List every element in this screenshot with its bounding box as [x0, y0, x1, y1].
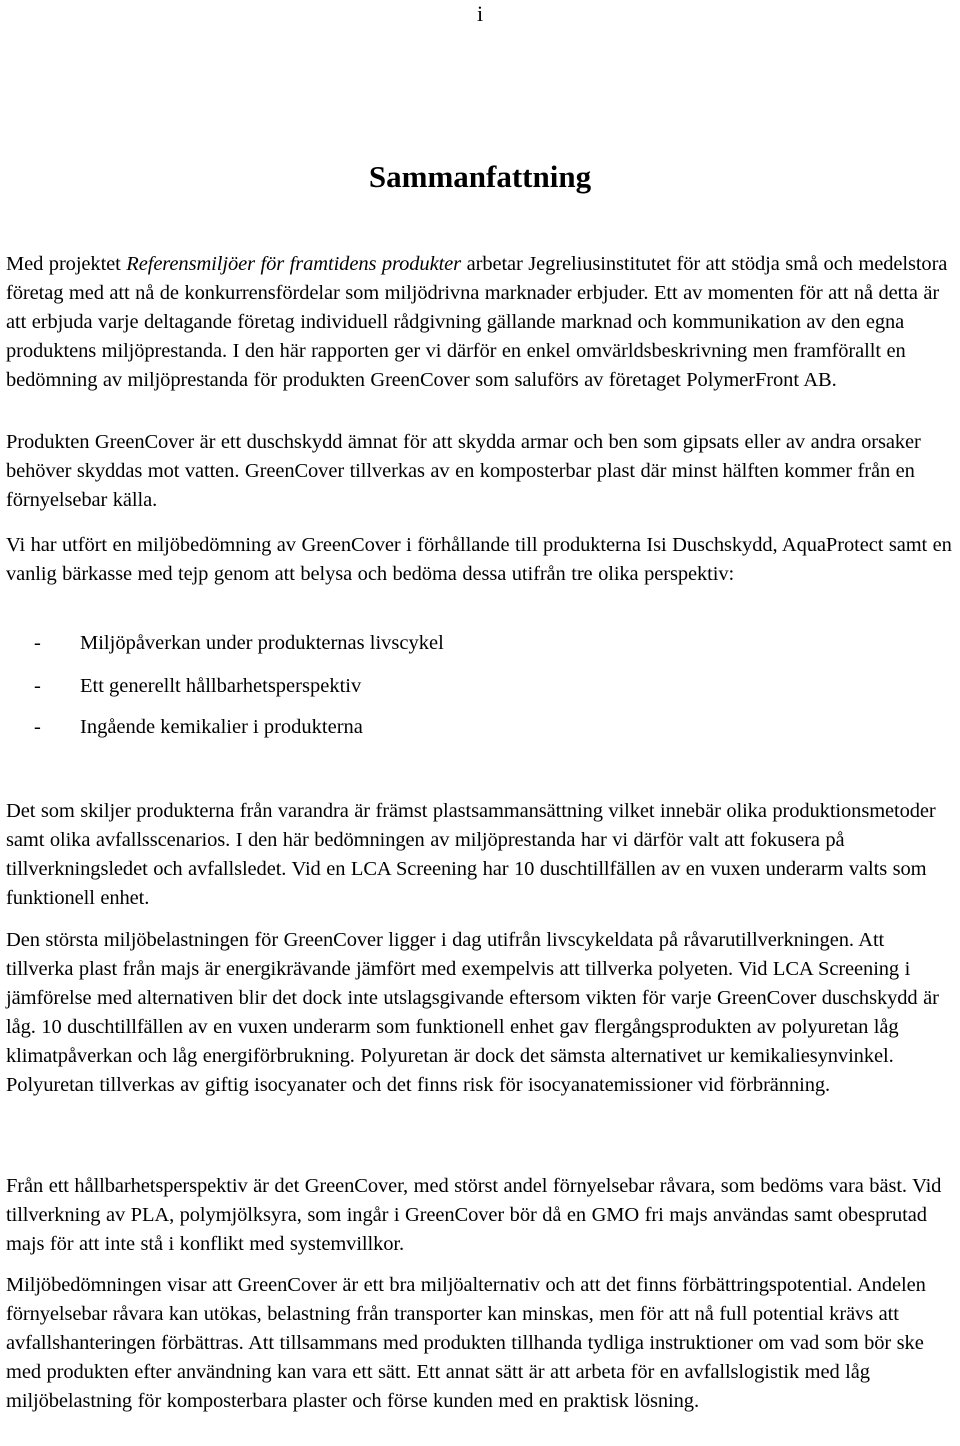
list-dash: - — [34, 716, 41, 738]
list-item — [34, 672, 361, 701]
intro-paragraph — [6, 250, 954, 395]
intro-text-after: arbetar Jegreliusinstitutet för att stödja små och medelstora företag med att nå de konkurrensfördelar som miljödrivna marknader erbjuder. Ett av momenten för att nå detta är att erbjuda varje deltagande företag individuell rådgivning gällande marknad och kommunikation av den egna produktens miljöprestanda. I den här rapporten ger vi därför en enkel omvärldsbeskrivning men framförallt en bedömning av miljöprestanda för produkten GreenCover som saluförs av företaget PolymerFront AB. — [6, 253, 948, 391]
list-item — [34, 713, 363, 742]
page-title: Sammanfattning — [368, 159, 592, 194]
project-name: Referensmiljöer för framtidens produkter — [126, 253, 462, 275]
list-item-text: Ingående kemikalier i produkterna — [80, 716, 363, 738]
list-dash: - — [34, 632, 41, 654]
list-item-text: Miljöpåverkan under produkternas livscykel — [80, 632, 444, 654]
list-item-text: Ett generellt hållbarhetsperspektiv — [80, 675, 362, 697]
intro-text-before: Med projektet — [6, 253, 127, 275]
list-item — [34, 629, 444, 658]
conclusion-paragraph: Miljöbedömningen visar att GreenCover är ett bra miljöalternativ och att det finns förbättringspotential. Andelen förnyelsebar råvara kan utökas, belastning från transporter kan minskas, men för att nå full potential krävs att avfallshanteringen förbättras. Att tillsammans med produkten tillhanda tydliga instruktioner om vad som bör ske med produkten efter användning kan vara ett sätt. Ett annat sätt är att arbeta för en avfallslogistik med låg miljöbelastning för komposterbara plaster och förse kunden med en praktisk lösning. — [6, 1274, 926, 1412]
assessment-paragraph: Vi har utfört en miljöbedömning av GreenCover i förhållande till produkterna Isi Duschskydd, AquaProtect samt en vanlig bärkasse med tejp genom att belysa och bedöma dessa utifrån tre olika perspektiv: — [6, 534, 952, 585]
product-description-paragraph: Produkten GreenCover är ett duschskydd ämnat för att skydda armar och ben som gipsats eller av andra orsaker behöver skyddas mot vatten. GreenCover tillverkas av en komposterbar plast där minst hälften kommer från en förnyelsebar källa. — [6, 431, 921, 511]
environmental-load-paragraph: Den största miljöbelastningen för GreenCover ligger i dag utifrån livscykeldata på råvarutillverkningen. Att tillverka plast från majs är energikrävande jämfört med exempelvis att tillverka polyeten. Vid LCA Screening i jämförelse med alternativen blir det dock inte utslagsgivande eftersom vikten för varje GreenCover duschskydd är låg. 10 duschtillfällen av en vuxen underarm som funktionell enhet gav flergångsprodukten av polyuretan låg klimatpåverkan och låg energiförbrukning. Polyuretan är dock det sämsta alternativet ur kemikaliesynvinkel. Polyuretan tillverkas av giftig isocyanater och det finns risk för isocyanatemissioner vid förbränning. — [6, 929, 939, 1096]
page-number: i — [476, 1, 484, 26]
sustainability-paragraph: Från ett hållbarhetsperspektiv är det GreenCover, med störst andel förnyelsebar råvara, som bedöms vara bäst. Vid tillverkning av PLA, polymjölksyra, som ingår i GreenCover bör då en GMO fri majs användas samt obesprutad majs för att inte stå i konflikt med systemvillkor. — [6, 1175, 942, 1255]
list-dash: - — [34, 675, 41, 697]
difference-paragraph: Det som skiljer produkterna från varandra är främst plastsammansättning vilket innebär olika produktionsmetoder samt olika avfallsscenarios. I den här bedömningen av miljöprestanda har vi därför valt att fokusera på tillverkningsledet och avfallsledet. Vid en LCA Screening har 10 duschtillfällen av en vuxen underarm valts som funktionell enhet. — [6, 800, 936, 909]
